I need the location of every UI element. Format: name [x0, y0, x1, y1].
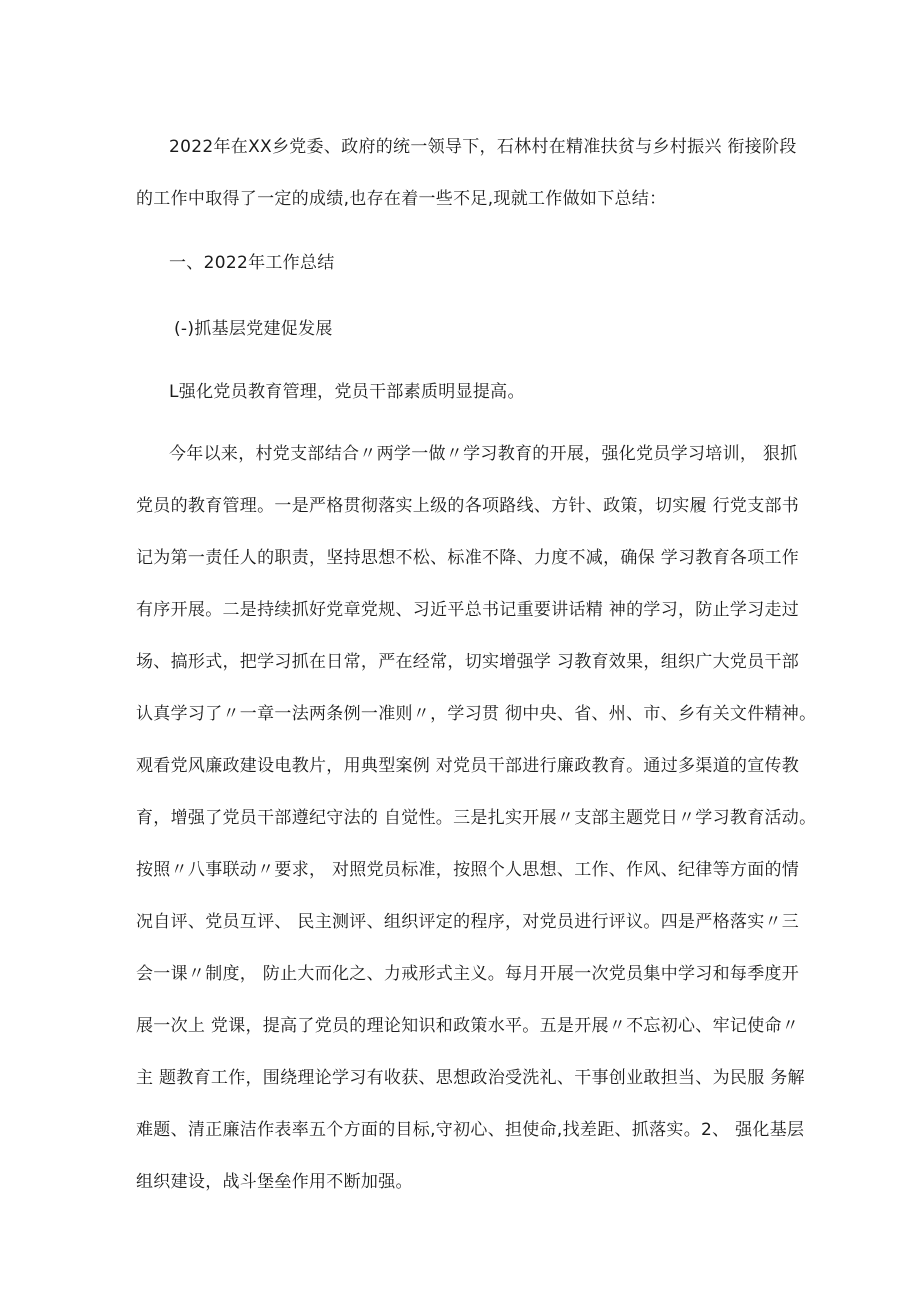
body-line: 记为第一责任人的职责，坚持思想不松、标准不降、力度不减，确保 学习教育各项工作 — [136, 548, 800, 568]
body-line: 观看党风廉政建设电教片，用典型案例 对党员干部进行廉政教育。通过多渠道的宣传教 — [136, 756, 800, 776]
item-heading: L强化党员教育管理，党员干部素质明显提高。 — [169, 382, 525, 402]
intro-line: 2022年在XX乡党委、政府的统一领导下，石林村在精准扶贫与乡村振兴 衔接阶段 — [169, 137, 797, 157]
subsection-heading: (-)抓基层党建促发展 — [174, 319, 333, 339]
section-heading: 一、2022年工作总结 — [169, 253, 335, 273]
body-line: 展一次上 党课，提高了党员的理论知识和政策水平。五是开展〃不忘初心、牢记使命〃 — [136, 1016, 800, 1036]
body-line: 认真学习了〃一章一法两条例一准则〃，学习贯 彻中央、省、州、市、乡有关文件精神。 — [136, 704, 817, 724]
body-line: 组织建设，战斗堡垒作用不断加强。 — [136, 1172, 413, 1192]
body-line: 育，增强了党员干部遵纪守法的 自觉性。三是扎实开展〃支部主题党日〃学习教育活动。 — [136, 808, 817, 828]
body-line: 会一课〃制度， 防止大而化之、力戒形式主义。每月开展一次党员集中学习和每季度开 — [136, 964, 800, 984]
body-line: 党员的教育管理。一是严格贯彻落实上级的各项路线、方针、政策，切实履 行党支部书 — [136, 496, 800, 516]
body-line: 况自评、党员互评、 民主测评、组织评定的程序，对党员进行评议。四是严格落实〃三 — [136, 912, 800, 932]
body-line: 难题、清正廉洁作表率五个方面的目标,守初心、担使命,找差距、抓落实。2、 强化基层 — [136, 1120, 805, 1140]
body-line: 场、搞形式，把学习抓在日常，严在经常，切实增强学 习教育效果，组织广大党员干部 — [136, 652, 800, 672]
body-line: 今年以来，村党支部结合〃两学一做〃学习教育的开展，强化党员学习培训， 狠抓 — [169, 444, 798, 464]
body-line: 按照〃八事联动〃要求， 对照党员标准，按照个人思想、工作、作风、纪律等方面的情 — [136, 860, 800, 880]
body-line: 有序开展。二是持续抓好党章党规、习近平总书记重要讲话精 神的学习，防止学习走过 — [136, 600, 800, 620]
intro-line: 的工作中取得了一定的成绩,也存在着一些不足,现就工作做如下总结： — [136, 189, 667, 209]
body-line: 主 题教育工作，围绕理论学习有收获、思想政治受洗礼、干事创业敢担当、为民服 务解 — [136, 1068, 805, 1088]
